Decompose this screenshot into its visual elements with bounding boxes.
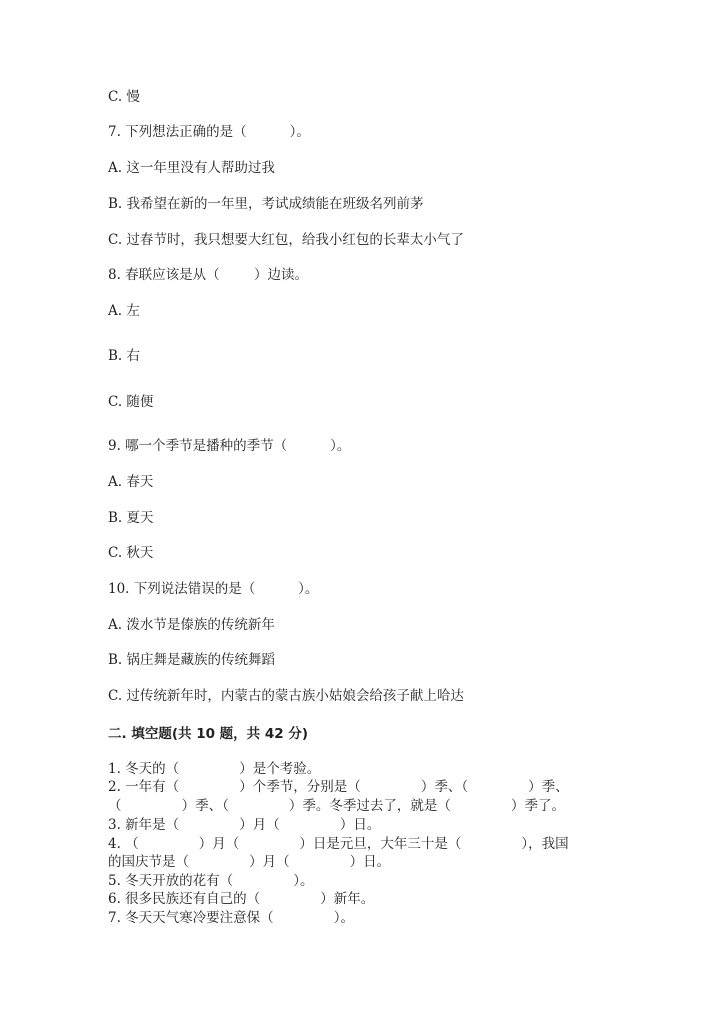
q8-option-b: B. 右 bbox=[108, 348, 141, 364]
q10-option-b: B. 锅庄舞是藏族的传统舞蹈 bbox=[108, 652, 276, 668]
fill-q4-line2: 的国庆节是（ ）月（ ）日。 bbox=[108, 854, 391, 870]
q10-option-c: C. 过传统新年时，内蒙古的蒙古族小姑娘会给孩子献上哈达 bbox=[108, 688, 464, 704]
fill-q3: 3. 新年是（ ）月（ ）日。 bbox=[108, 817, 381, 833]
fill-q2-line2: （ ）季、（ ）季。冬季过去了，就是（ ）季了。 bbox=[108, 798, 565, 814]
fill-q1: 1. 冬天的（ ）是个考验。 bbox=[108, 761, 321, 777]
q9-option-b: B. 夏天 bbox=[108, 510, 154, 526]
fill-q4-line1: 4. （ ）月（ ）日是元旦，大年三十是（ ），我国 bbox=[108, 836, 569, 852]
q9-stem: 9. 哪一个季节是播种的季节（ ）。 bbox=[108, 438, 351, 454]
q6-option-c: C. 慢 bbox=[108, 89, 140, 105]
q7-stem: 7. 下列想法正确的是（ ）。 bbox=[108, 124, 310, 140]
q8-option-c: C. 随便 bbox=[108, 394, 154, 410]
q9-option-a: A. 春天 bbox=[108, 474, 154, 490]
fill-q5: 5. 冬天开放的花有（ ）。 bbox=[108, 873, 314, 889]
section-heading-fill-in: 二. 填空题(共 10 题，共 42 分) bbox=[108, 726, 309, 742]
fill-q2-line1: 2. 一年有（ ）个季节，分别是（ ）季、（ ）季、 bbox=[108, 779, 569, 795]
q10-option-a: A. 泼水节是傣族的传统新年 bbox=[108, 617, 275, 633]
q7-option-a: A. 这一年里没有人帮助过我 bbox=[108, 160, 275, 176]
fill-q7: 7. 冬天天气寒冷要注意保（ ）。 bbox=[108, 910, 354, 926]
q8-option-a: A. 左 bbox=[108, 303, 140, 319]
q8-stem: 8. 春联应该是从（ ）边读。 bbox=[108, 267, 309, 283]
q10-stem: 10. 下列说法错误的是（ ）。 bbox=[108, 581, 319, 597]
q7-option-c: C. 过春节时，我只想要大红包，给我小红包的长辈太小气了 bbox=[108, 232, 464, 248]
fill-q6: 6. 很多民族还有自己的（ ）新年。 bbox=[108, 891, 375, 907]
q9-option-c: C. 秋天 bbox=[108, 545, 154, 561]
q7-option-b: B. 我希望在新的一年里，考试成绩能在班级名列前茅 bbox=[108, 196, 424, 212]
